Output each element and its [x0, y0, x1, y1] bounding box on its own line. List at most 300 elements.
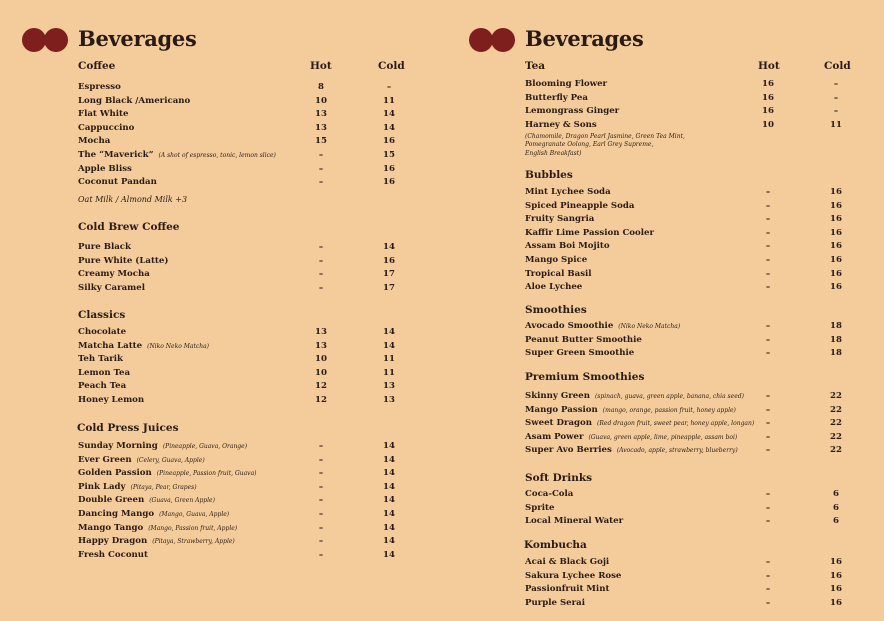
menu-item-name: [78, 381, 126, 391]
hot-price: –: [318, 255, 324, 266]
hot-price: –: [765, 321, 771, 331]
item-name-text: Double Green: [78, 495, 145, 506]
item-ingredients-note: (Pitaya, Pear, Grapes): [130, 483, 197, 491]
item-ingredients-note: (Celery, Guava, Apple): [136, 456, 205, 464]
item-name-text: Harney & Sons: [525, 119, 597, 130]
section-title: Bubbles: [525, 169, 573, 181]
item-name-text: Lemon Tea: [78, 367, 131, 378]
hot-price: –: [765, 282, 771, 293]
menu-item-name: [78, 550, 148, 560]
menu-item-name: [525, 120, 597, 130]
hot-column-header: Hot: [758, 60, 780, 72]
cold-price: 11: [830, 119, 842, 130]
item-name-text: Espresso: [78, 82, 121, 92]
item-name-text: The “Maverick”: [78, 150, 154, 160]
item-name-text: Coconut Pandan: [78, 177, 157, 188]
item-name-text: Matcha Latte: [78, 340, 143, 351]
cold-price: 14: [383, 536, 395, 547]
cold-price: 16: [830, 282, 842, 293]
menu-item-row: [78, 441, 399, 455]
item-name-text: Local Mineral Water: [525, 516, 624, 527]
hot-price: –: [765, 516, 771, 527]
menu-item-name: [78, 482, 197, 492]
item-name-text: Happy Dragon: [78, 536, 148, 547]
menu-item-name: [525, 255, 587, 265]
hot-price: –: [318, 282, 324, 293]
menu-item-row: [78, 536, 399, 550]
hot-price: –: [318, 536, 324, 547]
cold-price: 16: [830, 557, 842, 567]
cold-price: 17: [383, 269, 395, 280]
cold-price: 18: [830, 334, 842, 345]
menu-item-row: [78, 381, 399, 395]
menu-item-row: [525, 269, 846, 283]
menu-item-name: [525, 93, 588, 103]
logo-dot: [491, 28, 515, 52]
item-name-text: Mocha: [78, 136, 111, 147]
menu-item-name: [78, 509, 229, 519]
hot-price: –: [318, 468, 324, 479]
hot-price: 13: [315, 122, 327, 133]
hot-price: –: [765, 255, 771, 265]
menu-item-name: [525, 391, 744, 401]
menu-item-row: [525, 106, 846, 120]
cold-price: 11: [383, 95, 395, 106]
menu-item-name: [525, 516, 623, 526]
cold-price: 14: [383, 454, 395, 465]
menu-item-name: [525, 228, 654, 238]
menu-item-name: [525, 405, 736, 415]
section-title: Cold Brew Coffee: [78, 221, 180, 233]
cold-price: 17: [383, 282, 395, 293]
cold-price: 16: [830, 584, 842, 595]
note-line: English Breakfast): [525, 149, 582, 157]
logo-dot: [469, 28, 493, 52]
hot-price: –: [318, 269, 324, 280]
menu-item-name: [525, 335, 642, 345]
menu-item-name: [525, 321, 680, 331]
hot-price: –: [318, 454, 324, 465]
hot-price: –: [765, 200, 771, 211]
menu-item-name: [525, 503, 554, 513]
menu-item-row: [78, 368, 399, 382]
cold-price: 14: [383, 122, 395, 133]
item-name-text: Coca-Cola: [525, 489, 574, 499]
hot-price: –: [318, 522, 324, 533]
menu-title: Beverages: [78, 26, 197, 51]
menu-item-name: [78, 395, 144, 405]
item-name-text: Lemongrass Ginger: [525, 106, 620, 117]
item-name-text: Sunday Morning: [78, 441, 158, 451]
item-name-text: Butterfly Pea: [525, 92, 588, 103]
item-ingredients-note: (Niko Neko Matcha): [147, 342, 210, 350]
menu-item-row: [78, 96, 399, 110]
menu-item-name: [525, 79, 607, 89]
menu-item-row: [525, 335, 846, 349]
menu-item-row: [525, 503, 846, 517]
menu-item-name: [78, 136, 110, 146]
hot-price: 13: [315, 109, 327, 120]
hot-price: –: [318, 150, 324, 160]
item-ingredients-note: (Red dragon fruit, sweet pear, honey apple, longan): [597, 420, 755, 428]
cold-price: 16: [830, 187, 842, 197]
menu-item-row: [525, 282, 846, 296]
menu-item-row: [525, 418, 846, 432]
menu-item-row: [525, 557, 846, 571]
item-name-text: Spiced Pineapple Soda: [525, 200, 635, 211]
menu-item-row: [525, 321, 846, 335]
hot-price: 12: [315, 381, 327, 392]
menu-title: Beverages: [525, 26, 644, 51]
menu-item-row: [78, 327, 399, 341]
item-name-text: Pink Lady: [78, 481, 126, 492]
hot-price: –: [765, 214, 771, 225]
item-ingredients-note: (Pitaya, Strawberry, Apple): [152, 538, 235, 546]
menu-item-row: [78, 550, 399, 564]
item-name-text: Golden Passion: [78, 468, 152, 479]
menu-item-row: [78, 395, 399, 409]
menu-item-row: [525, 255, 846, 269]
cold-price: 15: [383, 150, 395, 160]
item-name-text: Pure White (Latte): [78, 255, 169, 266]
hot-price: –: [765, 391, 771, 401]
item-name-text: Aloe Lychee: [525, 282, 583, 293]
menu-item-name: [525, 214, 594, 224]
hot-price: 10: [315, 354, 327, 365]
cold-price: 11: [383, 367, 395, 378]
item-name-text: Asam Power: [525, 431, 584, 442]
logo-dots: [469, 28, 517, 52]
item-ingredients-note: (Mango, Guava, Apple): [159, 511, 230, 518]
hot-price: 8: [318, 82, 324, 92]
tea-selection-note: [525, 133, 685, 158]
hot-price: –: [765, 584, 771, 595]
menu-item-row: [78, 177, 399, 191]
hot-price: –: [765, 268, 771, 279]
cold-price: 22: [830, 418, 842, 429]
cold-price: 14: [383, 549, 395, 560]
hot-price: 10: [315, 95, 327, 106]
hot-price: 13: [315, 327, 327, 337]
menu-item-name: [78, 269, 150, 279]
item-name-text: Dancing Mango: [78, 509, 155, 519]
cold-column-header: Cold: [378, 60, 405, 72]
menu-item-name: [525, 584, 609, 594]
menu-item-name: [78, 468, 256, 478]
menu-item-row: [78, 468, 399, 482]
hot-price: –: [765, 431, 771, 442]
cold-price: 14: [383, 522, 395, 533]
section-title: Kombucha: [524, 539, 587, 551]
item-name-text: Acai & Black Goji: [525, 557, 610, 567]
item-name-text: Creamy Mocha: [78, 269, 150, 280]
menu-item-name: [525, 598, 585, 608]
cold-price: 14: [383, 468, 395, 479]
cold-price: 16: [830, 227, 842, 238]
menu-item-row: [525, 348, 846, 362]
menu-item-row: [525, 201, 846, 215]
cold-price: 16: [830, 200, 842, 211]
menu-item-name: [525, 241, 610, 251]
menu-item-row: [525, 241, 846, 255]
section-title: Classics: [78, 309, 126, 321]
menu-item-name: [78, 150, 276, 160]
menu-item-name: [525, 201, 634, 211]
hot-price: –: [318, 495, 324, 506]
menu-item-name: [78, 123, 134, 133]
menu-item-row: [78, 150, 399, 164]
item-name-text: Purple Serai: [525, 597, 586, 608]
item-name-text: Super Green Smoothie: [525, 348, 635, 359]
item-ingredients-note: (Mango, Passion fruit, Apple): [148, 524, 238, 532]
hot-price: –: [765, 334, 771, 345]
cold-price: 16: [383, 163, 395, 174]
menu-item-name: [78, 242, 131, 252]
item-name-text: Blooming Flower: [525, 79, 608, 89]
item-ingredients-note: (Pineapple, Passion fruit, Guava): [156, 470, 257, 478]
menu-item-row: [525, 79, 846, 93]
item-name-text: Mango Spice: [525, 255, 588, 265]
item-name-text: Avocado Smoothie: [525, 321, 614, 331]
cold-price: 22: [830, 404, 842, 415]
menu-item-row: [525, 214, 846, 228]
menu-item-row: [78, 523, 399, 537]
cold-price: 16: [830, 597, 842, 608]
menu-item-name: [525, 348, 634, 358]
section-title: Smoothies: [525, 304, 587, 316]
hot-column-header: Hot: [310, 60, 332, 72]
hot-price: –: [318, 163, 324, 174]
note-line: Pomegranate Oolong, Earl Grey Supreme,: [525, 141, 654, 149]
hot-price: 16: [762, 79, 774, 89]
menu-item-row: [525, 445, 846, 459]
hot-price: –: [765, 445, 771, 456]
hot-price: –: [765, 418, 771, 429]
hot-price: –: [765, 241, 771, 252]
item-name-text: Sprite: [525, 502, 555, 513]
item-name-text: Peanut Butter Smoothie: [525, 334, 642, 345]
hot-price: –: [765, 348, 771, 359]
item-name-text: Sakura Lychee Rose: [525, 570, 622, 581]
menu-item-row: [78, 269, 399, 283]
hot-price: –: [765, 502, 771, 513]
menu-item-name: [78, 327, 126, 337]
menu-item-name: [525, 269, 592, 279]
menu-item-name: [78, 283, 145, 293]
menu-item-row: [525, 571, 846, 585]
milk-option-note: Oat Milk / Almond Milk +3: [78, 195, 188, 204]
hot-price: –: [765, 557, 771, 567]
menu-item-name: [525, 106, 619, 116]
menu-item-row: [525, 516, 846, 530]
item-ingredients-note: (Niko Neko Matcha): [618, 323, 681, 330]
hot-price: 13: [315, 340, 327, 351]
menu-item-row: [525, 93, 846, 107]
menu-item-row: [78, 136, 399, 150]
menu-item-name: [525, 557, 609, 567]
item-name-text: Peach Tea: [78, 381, 127, 392]
cold-price: 16: [830, 255, 842, 265]
item-name-text: Mango Tango: [78, 522, 144, 533]
cold-column-header: Cold: [824, 60, 851, 72]
hot-price: –: [318, 481, 324, 492]
cold-price: 14: [383, 327, 395, 337]
item-name-text: Fruity Sangria: [525, 214, 595, 225]
item-name-text: Assam Boi Mojito: [525, 241, 610, 252]
menu-item-name: [525, 571, 621, 581]
cold-price: –: [833, 106, 839, 117]
menu-item-row: [78, 123, 399, 137]
category-header: Tea: [525, 60, 546, 72]
menu-item-row: [525, 228, 846, 242]
hot-price: –: [318, 549, 324, 560]
cold-price: 16: [383, 255, 395, 266]
item-name-text: Tropical Basil: [525, 268, 592, 279]
cold-price: 13: [383, 395, 395, 405]
menu-item-row: [525, 120, 846, 134]
menu-item-name: [78, 354, 123, 364]
item-ingredients-note: (Avocado, apple, strawberry, blueberry): [616, 447, 738, 455]
cold-price: 18: [830, 348, 842, 359]
cold-price: 14: [383, 495, 395, 506]
menu-item-row: [78, 256, 399, 270]
cold-price: 16: [830, 570, 842, 581]
hot-price: 12: [315, 395, 327, 405]
menu-item-name: [78, 177, 157, 187]
cold-price: 14: [383, 242, 395, 252]
menu-item-name: [525, 445, 738, 455]
menu-item-row: [78, 283, 399, 297]
cold-price: 18: [830, 321, 842, 331]
cold-price: 6: [833, 516, 839, 527]
cold-price: 14: [383, 441, 395, 451]
cold-price: 22: [830, 445, 842, 456]
menu-item-row: [78, 164, 399, 178]
menu-item-name: [78, 455, 205, 465]
hot-price: 16: [762, 92, 774, 103]
item-ingredients-note: (Pineapple, Guava, Orange): [162, 443, 248, 450]
cold-price: 16: [830, 268, 842, 279]
section-title: Premium Smoothies: [525, 371, 645, 383]
category-header: Coffee: [78, 60, 116, 72]
menu-item-name: [78, 109, 129, 119]
cold-price: 22: [830, 391, 842, 401]
item-name-text: Chocolate: [78, 327, 127, 337]
item-name-text: Fresh Coconut: [78, 549, 149, 560]
cold-price: 14: [383, 509, 395, 519]
item-name-text: Flat White: [78, 109, 129, 120]
menu-item-row: [525, 598, 846, 612]
section-title: Cold Press Juices: [77, 422, 179, 434]
hot-price: 15: [315, 136, 327, 147]
logo-dot: [22, 28, 46, 52]
menu-item-row: [78, 495, 399, 509]
hot-price: 16: [762, 106, 774, 117]
item-name-text: Long Black /Americano: [78, 95, 191, 106]
item-name-text: Ever Green: [78, 454, 132, 465]
menu-item-name: [525, 282, 582, 292]
hot-price: –: [318, 242, 324, 252]
item-name-text: Mango Passion: [525, 404, 598, 415]
cold-price: 6: [833, 489, 839, 499]
menu-item-row: [525, 391, 846, 405]
hot-price: –: [318, 441, 324, 451]
hot-price: –: [765, 404, 771, 415]
cold-price: 6: [833, 502, 839, 513]
menu-item-name: [525, 418, 754, 428]
menu-item-row: [525, 405, 846, 419]
menu-item-name: [78, 368, 130, 378]
menu-item-name: [525, 489, 573, 499]
cold-price: 16: [383, 136, 395, 147]
logo-dots: [22, 28, 70, 52]
menu-item-name: [78, 164, 132, 174]
cold-price: –: [386, 82, 392, 92]
section-title: Soft Drinks: [525, 472, 593, 484]
menu-item-row: [525, 489, 846, 503]
item-name-text: Apple Bliss: [78, 163, 132, 174]
hot-price: –: [318, 509, 324, 519]
item-name-text: Sweet Dragon: [525, 418, 593, 429]
hot-price: –: [765, 187, 771, 197]
cold-price: 11: [383, 354, 395, 365]
item-ingredients-note: (Guava, green apple, lime, pineapple, assam boi): [588, 433, 738, 441]
item-name-text: Super Avo Berries: [525, 445, 612, 456]
menu-item-name: [78, 523, 237, 533]
item-ingredients-note: (spinach, guava, green apple, banana, chia seed): [594, 393, 744, 400]
cold-price: 14: [383, 109, 395, 120]
cold-price: 14: [383, 481, 395, 492]
hot-price: –: [765, 489, 771, 499]
menu-item-row: [78, 354, 399, 368]
cold-price: –: [833, 92, 839, 103]
cold-price: 16: [383, 177, 395, 188]
menu-item-name: [78, 341, 209, 351]
item-name-text: Silky Caramel: [78, 282, 146, 293]
item-name-text: Honey Lemon: [78, 395, 145, 405]
item-name-text: Kaffir Lime Passion Cooler: [525, 227, 655, 238]
menu-item-row: [78, 455, 399, 469]
cold-price: 22: [830, 431, 842, 442]
item-name-text: Cappuccino: [78, 122, 135, 133]
menu-item-name: [78, 82, 121, 92]
hot-price: –: [765, 227, 771, 238]
hot-price: 10: [315, 367, 327, 378]
menu-item-name: [78, 256, 168, 266]
note-line: (Chamomile, Dragon Pearl Jasmine, Green Tea Mint,: [525, 133, 685, 140]
menu-item-row: [78, 509, 399, 523]
cold-price: 13: [383, 381, 395, 392]
item-name-text: Teh Tarik: [78, 354, 124, 365]
logo-dot: [44, 28, 68, 52]
item-name-text: Passionfruit Mint: [525, 584, 610, 595]
menu-item-name: [78, 96, 190, 106]
menu-item-row: [78, 242, 399, 256]
cold-price: 16: [830, 241, 842, 252]
menu-item-row: [78, 109, 399, 123]
hot-price: –: [765, 597, 771, 608]
menu-item-row: [525, 432, 846, 446]
menu-item-row: [78, 482, 399, 496]
menu-item-name: [78, 495, 215, 505]
hot-price: 10: [762, 119, 774, 130]
menu-item-row: [525, 187, 846, 201]
menu-item-name: [525, 187, 611, 197]
cold-price: –: [833, 79, 839, 89]
item-name-text: Pure Black: [78, 242, 131, 252]
hot-price: –: [318, 177, 324, 188]
item-ingredients-note: (mango, orange, passion fruit, honey apple): [602, 406, 736, 414]
